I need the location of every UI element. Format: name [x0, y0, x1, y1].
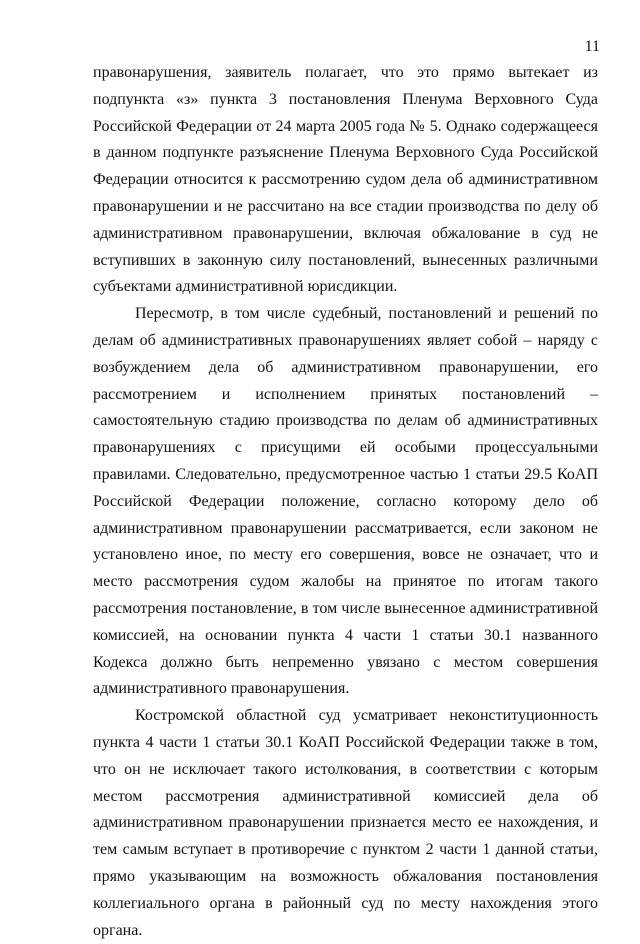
paragraph-continuation: правонарушения, заявитель полагает, что это прямо вытекает из подпункта «з» пункта 3 постановления Пленума Верховного Суда Российской Федерации от 24 марта 2005 года № 5. Однако содержащееся в данном подпункте разъяснение Пленума Верховного Суда Российской Федерации относится к рассмотрению судом дела об административном правонарушении и не рассчитано на все стадии производства по делу об административном правонарушении, включая обжалование в суд не вступивших в законную силу постановлений, вынесенных различными субъектами административной юрисдикции. — [93, 64, 598, 296]
paragraph-kostroma-court: Костромской областной суд усматривает неконституционность пункта 4 части 1 статьи 30.1 КоАП Российской Федерации также в том, что он не исключает такого истолкования, в соответствии с которым местом рассмотрения административной комиссией дела об административном правонарушении признается место ее нахождения, и тем самым вступает в противоречие с пунктом 2 части 1 данной статьи, прямо указывающим на возможность обжалования постановления коллегиального органа в районный суд по месту нахождения этого органа. — [93, 707, 598, 939]
paragraph-review-stage: Пересмотр, в том числе судебный, постановлений и решений по делам об административных правонарушениях являет собой – наряду с возбуждением дела об административном правонарушении, его рассмотрением и исполнением принятых постановлений – самостоятельную стадию производства по делам об административных правонарушениях с присущими ей особыми процессуальными правилами. Следовательно, предусмотренное частью 1 статьи 29.5 КоАП Российской Федерации положение, согласно которому дело об административном правонарушении рассматривается, если законом не установлено иное, по месту его совершения, вовсе не означает, что и место рассмотрения судом жалобы на принятое по итогам такого рассмотрения постановление, в том числе вынесенное административной комиссией, на основании пункта 4 части 1 статьи 30.1 названного Кодекса должно быть непременно увязано с местом совершения административного правонарушения. — [93, 305, 598, 698]
document-body — [93, 60, 598, 944]
page-number: 11 — [584, 38, 600, 55]
